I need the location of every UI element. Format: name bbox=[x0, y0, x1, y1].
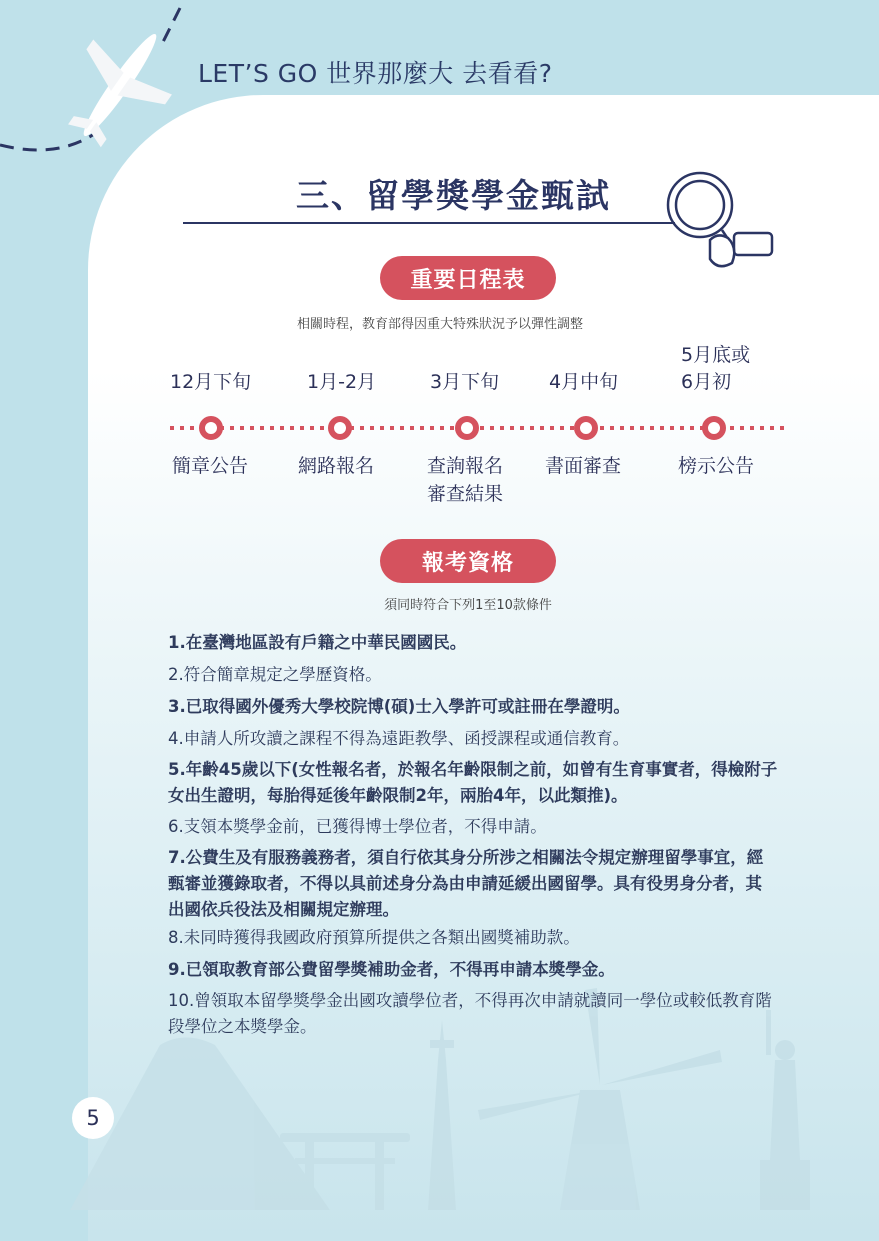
event-date: 12月下旬 bbox=[170, 371, 252, 393]
timeline-node bbox=[331, 419, 349, 437]
event-stage: 書面審查 bbox=[545, 455, 622, 477]
skytree-icon bbox=[428, 1020, 456, 1210]
event-date: 4月中旬 bbox=[549, 371, 619, 393]
timeline-node bbox=[202, 419, 220, 437]
timeline bbox=[170, 419, 785, 437]
eligibility-item: 6.支領本獎學金前，已獲得博士學位者，不得申請。 bbox=[168, 817, 547, 836]
schedule-note: 相關時程，教育部得因重大特殊狀況予以彈性調整 bbox=[296, 317, 583, 332]
header-tagline: LET’S GO 世界那麼大 去看看? bbox=[198, 59, 553, 88]
page-number: 5 bbox=[72, 1097, 114, 1139]
timeline-node bbox=[458, 419, 476, 437]
eligibility-item: 7.公費生及有服務義務者，須自行依其身分所涉之相關法令規定辦理留學事宜，經甄審並獲錄取者，不得以具前述身分為由申請延緩出國留學。具有役男身分者，其出國依兵役法及相關規定辦理。 bbox=[168, 848, 764, 919]
eligibility-item: 8.未同時獲得我國政府預算所提供之各類出國獎補助款。 bbox=[168, 928, 580, 947]
eligibility-item: 1.在臺灣地區設有戶籍之中華民國國民。 bbox=[168, 633, 467, 652]
event-stage: 簡章公告 bbox=[172, 455, 249, 477]
eligibility-note: 須同時符合下列1至10款條件 bbox=[384, 598, 552, 613]
timeline-node bbox=[577, 419, 595, 437]
eligibility-item: 3.已取得國外優秀大學校院博(碩)士入學許可或註冊在學證明。 bbox=[168, 697, 630, 716]
event-date: 3月下旬 bbox=[430, 371, 500, 393]
event-stage: 查詢報名審查結果 bbox=[427, 455, 504, 505]
eligibility-item: 10.曾領取本留學獎學金出國攻讀學位者，不得再次申請就讀同一學位或較低教育階段學位之本獎學金。 bbox=[168, 991, 772, 1036]
airplane-icon bbox=[45, 7, 195, 164]
event-stage: 網路報名 bbox=[298, 455, 375, 477]
eligibility-heading: 報考資格 bbox=[380, 539, 556, 583]
event-stage: 榜示公告 bbox=[678, 455, 755, 477]
eligibility-item: 5.年齡45歲以下(女性報名者，於報名年齡限制之前，如曾有生育事實者，得檢附子女出生證明，每胎得延後年齡限制2年，兩胎4年，以此類推)。 bbox=[168, 760, 778, 805]
timeline-node bbox=[705, 419, 723, 437]
schedule-heading: 重要日程表 bbox=[380, 256, 556, 300]
statue-of-liberty-icon bbox=[760, 1010, 810, 1210]
eligibility-item: 9.已領取教育部公費留學獎補助金者，不得再申請本獎學金。 bbox=[168, 960, 615, 979]
eligibility-item: 4.申請人所攻讀之課程不得為遠距教學、函授課程或通信教育。 bbox=[168, 729, 630, 748]
magnifier-icon bbox=[668, 173, 772, 266]
eligibility-item: 2.符合簡章規定之學歷資格。 bbox=[168, 665, 382, 684]
event-date: 5月底或6月初 bbox=[681, 344, 751, 393]
event-date: 1月-2月 bbox=[307, 371, 377, 393]
section-title: 三、留學獎學金甄試 bbox=[296, 176, 611, 215]
